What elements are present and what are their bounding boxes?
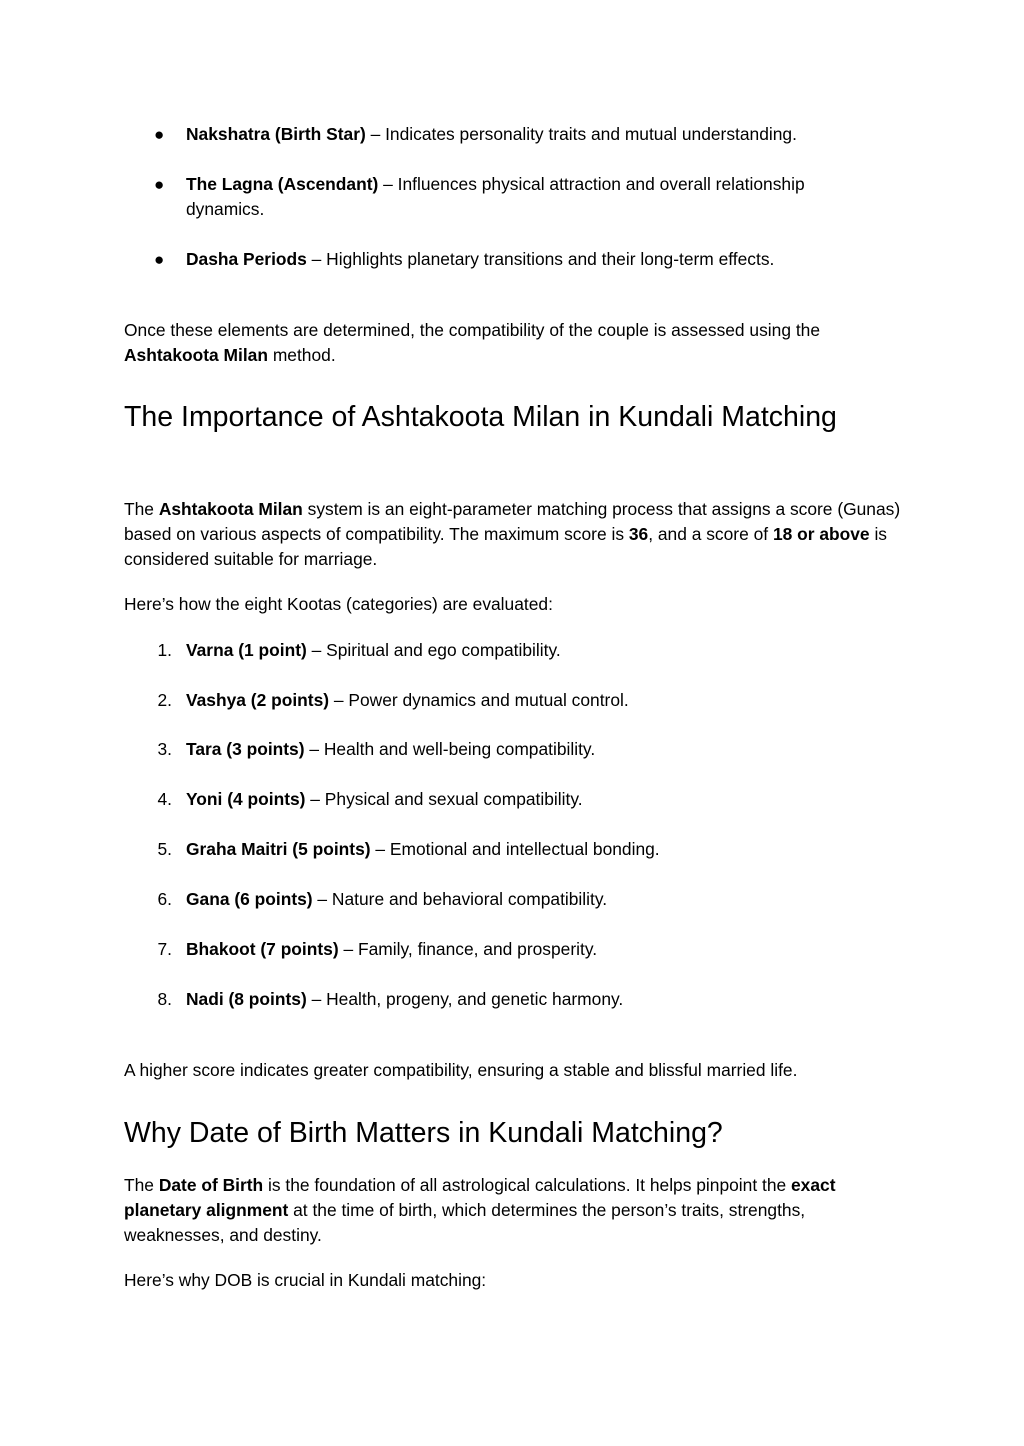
list-item-yoni [186,787,886,812]
list-desc: – Spiritual and ego compatibility. [306,640,561,660]
bold-run: Ashtakoota Milan [124,345,268,365]
section-heading-ashtakoota: The Importance of Ashtakoota Milan in Kundali Matching [124,401,837,433]
list-item-bhakoot [186,937,886,962]
compatibility-closing: A higher score indicates greater compatibility, ensuring a stable and blissful married life. [124,1060,798,1080]
list-term: Gana (6 points) [186,889,313,909]
list-number: 1. [157,640,172,660]
bullet-marker: ● [154,175,165,194]
list-item-vashya [186,688,886,713]
list-desc: – Family, finance, and prosperity. [338,939,598,959]
list-item-nadi [186,987,886,1012]
intro-paragraph [124,318,904,368]
text-run: is the foundation of all astrological calculations. It helps pinpoint the [263,1175,792,1195]
list-number: 7. [157,939,172,959]
bullet-term: The Lagna (Ascendant) [186,174,379,194]
list-number: 5. [157,839,172,859]
dob-paragraph [124,1173,904,1248]
bullet-desc: – Influences physical attraction and overall relationship dynamics. [186,174,805,219]
list-item-gana [186,887,886,912]
text-run: , and a score of [648,524,773,544]
text-run: at the time of birth, which determines the person’s traits, strengths, weaknesses, and destiny. [124,1200,806,1245]
list-number: 4. [157,789,172,809]
section-heading-dob: Why Date of Birth Matters in Kundali Matching? [124,1117,723,1149]
dob-reasons-intro: Here’s why DOB is crucial in Kundali matching: [124,1270,487,1290]
list-desc: – Power dynamics and mutual control. [329,690,629,710]
bullet-marker: ● [154,125,165,144]
bullet-item-nakshatra [186,122,886,147]
bold-run: exact planetary alignment [124,1175,836,1220]
list-item-tara [186,737,886,762]
list-number: 2. [157,690,172,710]
text-run: is considered suitable for marriage. [124,524,888,569]
bullet-term: Dasha Periods [186,249,307,269]
bullet-desc: – Indicates personality traits and mutual understanding. [365,124,797,144]
list-number: 6. [157,889,172,909]
kootas-intro: Here’s how the eight Kootas (categories) are evaluated: [124,594,553,614]
text-run: Once these elements are determined, the compatibility of the couple is assessed using the [124,320,821,340]
bullet-desc: – Highlights planetary transitions and their long-term effects. [306,249,775,269]
text-run: The [124,1175,159,1195]
list-number: 3. [157,739,172,759]
list-term: Tara (3 points) [186,739,305,759]
bullet-marker: ● [154,250,165,269]
list-desc: – Nature and behavioral compatibility. [312,889,608,909]
list-desc: – Health and well-being compatibility. [304,739,596,759]
list-term: Graha Maitri (5 points) [186,839,371,859]
list-item-varna [186,638,886,663]
list-term: Nadi (8 points) [186,989,307,1009]
bold-run: Date of Birth [158,1175,264,1195]
bullet-item-lagna [186,172,886,222]
ashtakoota-paragraph [124,497,904,572]
text-run: method. [267,345,336,365]
list-desc: – Emotional and intellectual bonding. [370,839,660,859]
list-desc: – Physical and sexual compatibility. [305,789,583,809]
list-desc: – Health, progeny, and genetic harmony. [306,989,624,1009]
bold-run: Ashtakoota Milan [158,499,303,519]
list-term: Bhakoot (7 points) [186,939,339,959]
bold-run: 18 or above [772,524,870,544]
list-term: Varna (1 point) [186,640,307,660]
list-item-graha-maitri [186,837,886,862]
bullet-term: Nakshatra (Birth Star) [186,124,366,144]
list-number: 8. [157,989,172,1009]
text-run: The [124,499,159,519]
text-run: system is an eight-parameter matching process that assigns a score (Gunas) based on various aspects of compatibility. The maximum score is [124,499,901,544]
list-term: Vashya (2 points) [186,690,330,710]
list-term: Yoni (4 points) [186,789,306,809]
bold-run: 36 [628,524,649,544]
bullet-item-dasha [186,247,886,272]
